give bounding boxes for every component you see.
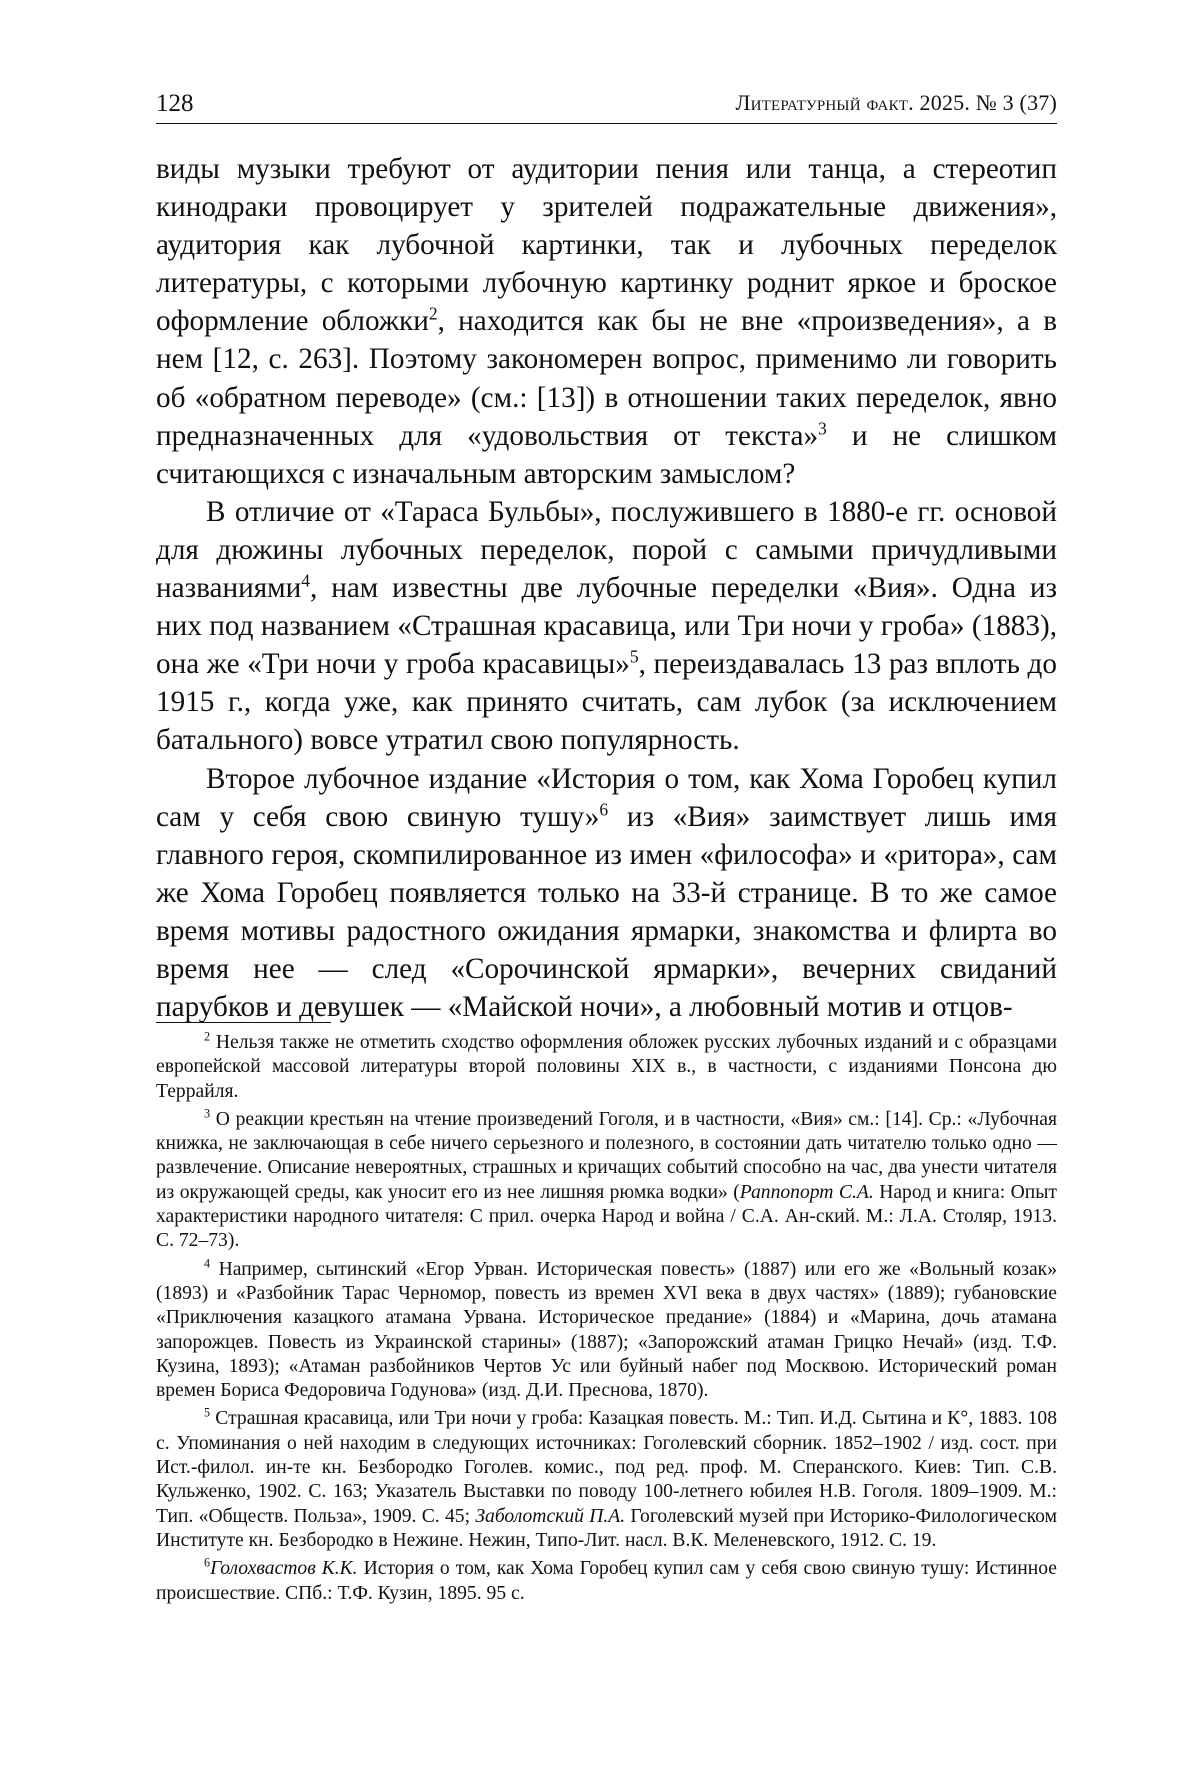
footnote-text: О реакции крестьян на чтение произведений Гоголя, и в частности, «Вия» см.: [14]. Ср.: «Лубочная книжка, не заключающая в себе ничего серьезного и полезного, в состоянии дать читателю только одно — развлечение. Описание невероятных, страшных и кричащих событий способно на час, два унести читателя из окружающей среды, как уносит его из нее лишняя рюмка водки» (	[156, 1108, 1057, 1203]
footnote-number: 6	[204, 1555, 211, 1570]
paragraph-1	[156, 150, 1057, 493]
footnote-text: Народ и книга: Опыт характеристики народного читателя: С прил. очерка Народ и война / С.А. Ан-ский. М.: Л.А. Столяр, 1913. С. 72–73).	[156, 1181, 1057, 1252]
header-rule	[156, 123, 1057, 124]
paragraph-text: , находится как бы не вне «произведения», а в нем [12, с. 263]. Поэтому закономерен вопрос, применимо ли говорить об «обратном переводе» (см.: [13]) в отношении таких переделок, явно предназначенных для «удовольствия от текста»	[156, 305, 1057, 452]
paragraph-text: , переиздавалась 13 раз вплоть до 1915 г., когда уже, как принято считать, сам лубок (за исключением батального) вовсе утратил свою популярность.	[156, 648, 1057, 757]
paragraph-3	[156, 760, 1057, 1027]
footnote-number: 3	[204, 1106, 211, 1121]
paragraph-text: из «Вия» заимствует лишь имя главного героя, скомпилированное из имен «философа» и «ритора», сам же Хома Горобец появляется только на 33-й странице. В то же самое время мотивы радостного ожидания ярмарки, знакомства и флирта во время нее — след «Сорочинской ярмарки», вечерних свиданий парубков и девушек — «Майской ночи», а любовный мотив и отцов-	[156, 800, 1057, 1024]
footnote-4	[156, 1258, 1057, 1404]
paragraph-text: Второе лубочное издание «История о том, как Хома Горобец купил сам у себя свою свиную тушу»	[156, 762, 1057, 833]
footnote-text: Гоголевский музей при Историко-Филологическом Институте кн. Безбородко в Нежине. Нежин, Типо-Лит. насл. В.К. Меленевского, 1912. С. 19.	[156, 1505, 1057, 1551]
footnote-mark-2: 2	[428, 303, 438, 324]
footnote-number: 2	[204, 1029, 211, 1044]
footnote-text: Например, сытинский «Егор Урван. Историческая повесть» (1887) или его же «Вольный козак» (1893) и «Разбойник Тарас Черномор, повесть из времен XVI века в двух частях» (1889); губановские «Приключения казацкого атамана Урвана. Историческое предание» (1884) и «Марина, дочь атамана запорожцев. Повесть из Украинской старины» (1887); «Запорожский атаман Грицко Нечай» (изд. Т.Ф. Кузина, 1893); «Атаман разбойников Чертов Ус или буйный набег под Москвою. Исторический роман времен Бориса Федоровича Годунова» (изд. Д.И. Преснова, 1870).	[156, 1258, 1057, 1402]
footnote-mark-3: 3	[818, 418, 827, 439]
footnote-author: Голохвастов К.К.	[210, 1558, 358, 1580]
footnote-mark-5: 5	[629, 646, 639, 667]
page-number: 128	[156, 90, 194, 117]
paragraph-text: и не слишком считающихся с изначальным авторским замыслом?	[156, 419, 1058, 490]
footnote-3	[156, 1108, 1057, 1254]
paragraph-text: , нам известны две лубочные переделки «Вия». Одна из них под названием «Страшная красавица, или Три ночи у гроба» (1883), она же «Три ночи у гроба красавицы»	[156, 572, 1057, 681]
main-text	[156, 150, 1057, 1026]
journal-running-title	[735, 90, 1057, 116]
footnote-number: 4	[204, 1256, 211, 1271]
footnote-mark-4: 4	[301, 570, 310, 591]
footnote-author: Раппопорт С.А.	[739, 1181, 874, 1203]
footnote-2	[156, 1031, 1057, 1104]
journal-name: Литературный факт	[735, 90, 909, 115]
footnote-text: История о том, как Хома Горобец купил сам у себя свою свиную тушу: Истинное происшествие. СПб.: Т.Ф. Кузин, 1895. 95 с.	[156, 1558, 1057, 1604]
footnote-text: Нельзя также не отметить сходство оформления обложек русских лубочных изданий и с образцами европейской массовой литературы второй половины XIX в., в частности, с изданиями Понсона дю Террайля.	[156, 1032, 1057, 1102]
footnote-mark-6: 6	[599, 799, 609, 820]
footnote-author: Заболотский П.А.	[475, 1505, 626, 1527]
paragraph-text: В отличие от «Тараса Бульбы», послужившего в 1880-е гг. основой для дюжины лубочных переделок, порой с самыми причудливыми названиями	[156, 495, 1057, 605]
footnote-number: 5	[204, 1406, 211, 1421]
footnote-5	[156, 1407, 1057, 1553]
footnote-text: Страшная красавица, или Три ночи у гроба: Казацкая повесть. М.: Тип. И.Д. Сытина и К°, 1883. 108 с. Упоминания о ней находим в следующих источниках: Гоголевский сборник. 1852–1902 / изд. сост. при Ист.-филол. ин-те кн. Безбородко Гоголев. комис., под ред. проф. М. Сперанского. Киев: Тип. С.В. Кульженко, 1902. С. 163; Указатель Выставки по поводу 100-летнего юбилея Н.В. Гоголя. 1809–1909. М.: Тип. «Обществ. Польза», 1909. С. 45;	[156, 1408, 1057, 1527]
paragraph-2	[156, 493, 1057, 760]
footnote-separator	[156, 1022, 331, 1023]
journal-issue: . 2025. № 3 (37)	[908, 90, 1057, 115]
paragraph-text: виды музыки требуют от аудитории пения или танца, а стереотип кинодраки провоцирует у зрителей подражательные движения», аудитория как лубочной картинки, так и лубочных переделок литературы, с которыми лубочную картинку роднит яркое и броское оформление обложки	[156, 153, 1057, 338]
running-header	[156, 88, 1057, 122]
footnotes	[156, 1031, 1057, 1610]
footnote-6	[156, 1557, 1057, 1606]
